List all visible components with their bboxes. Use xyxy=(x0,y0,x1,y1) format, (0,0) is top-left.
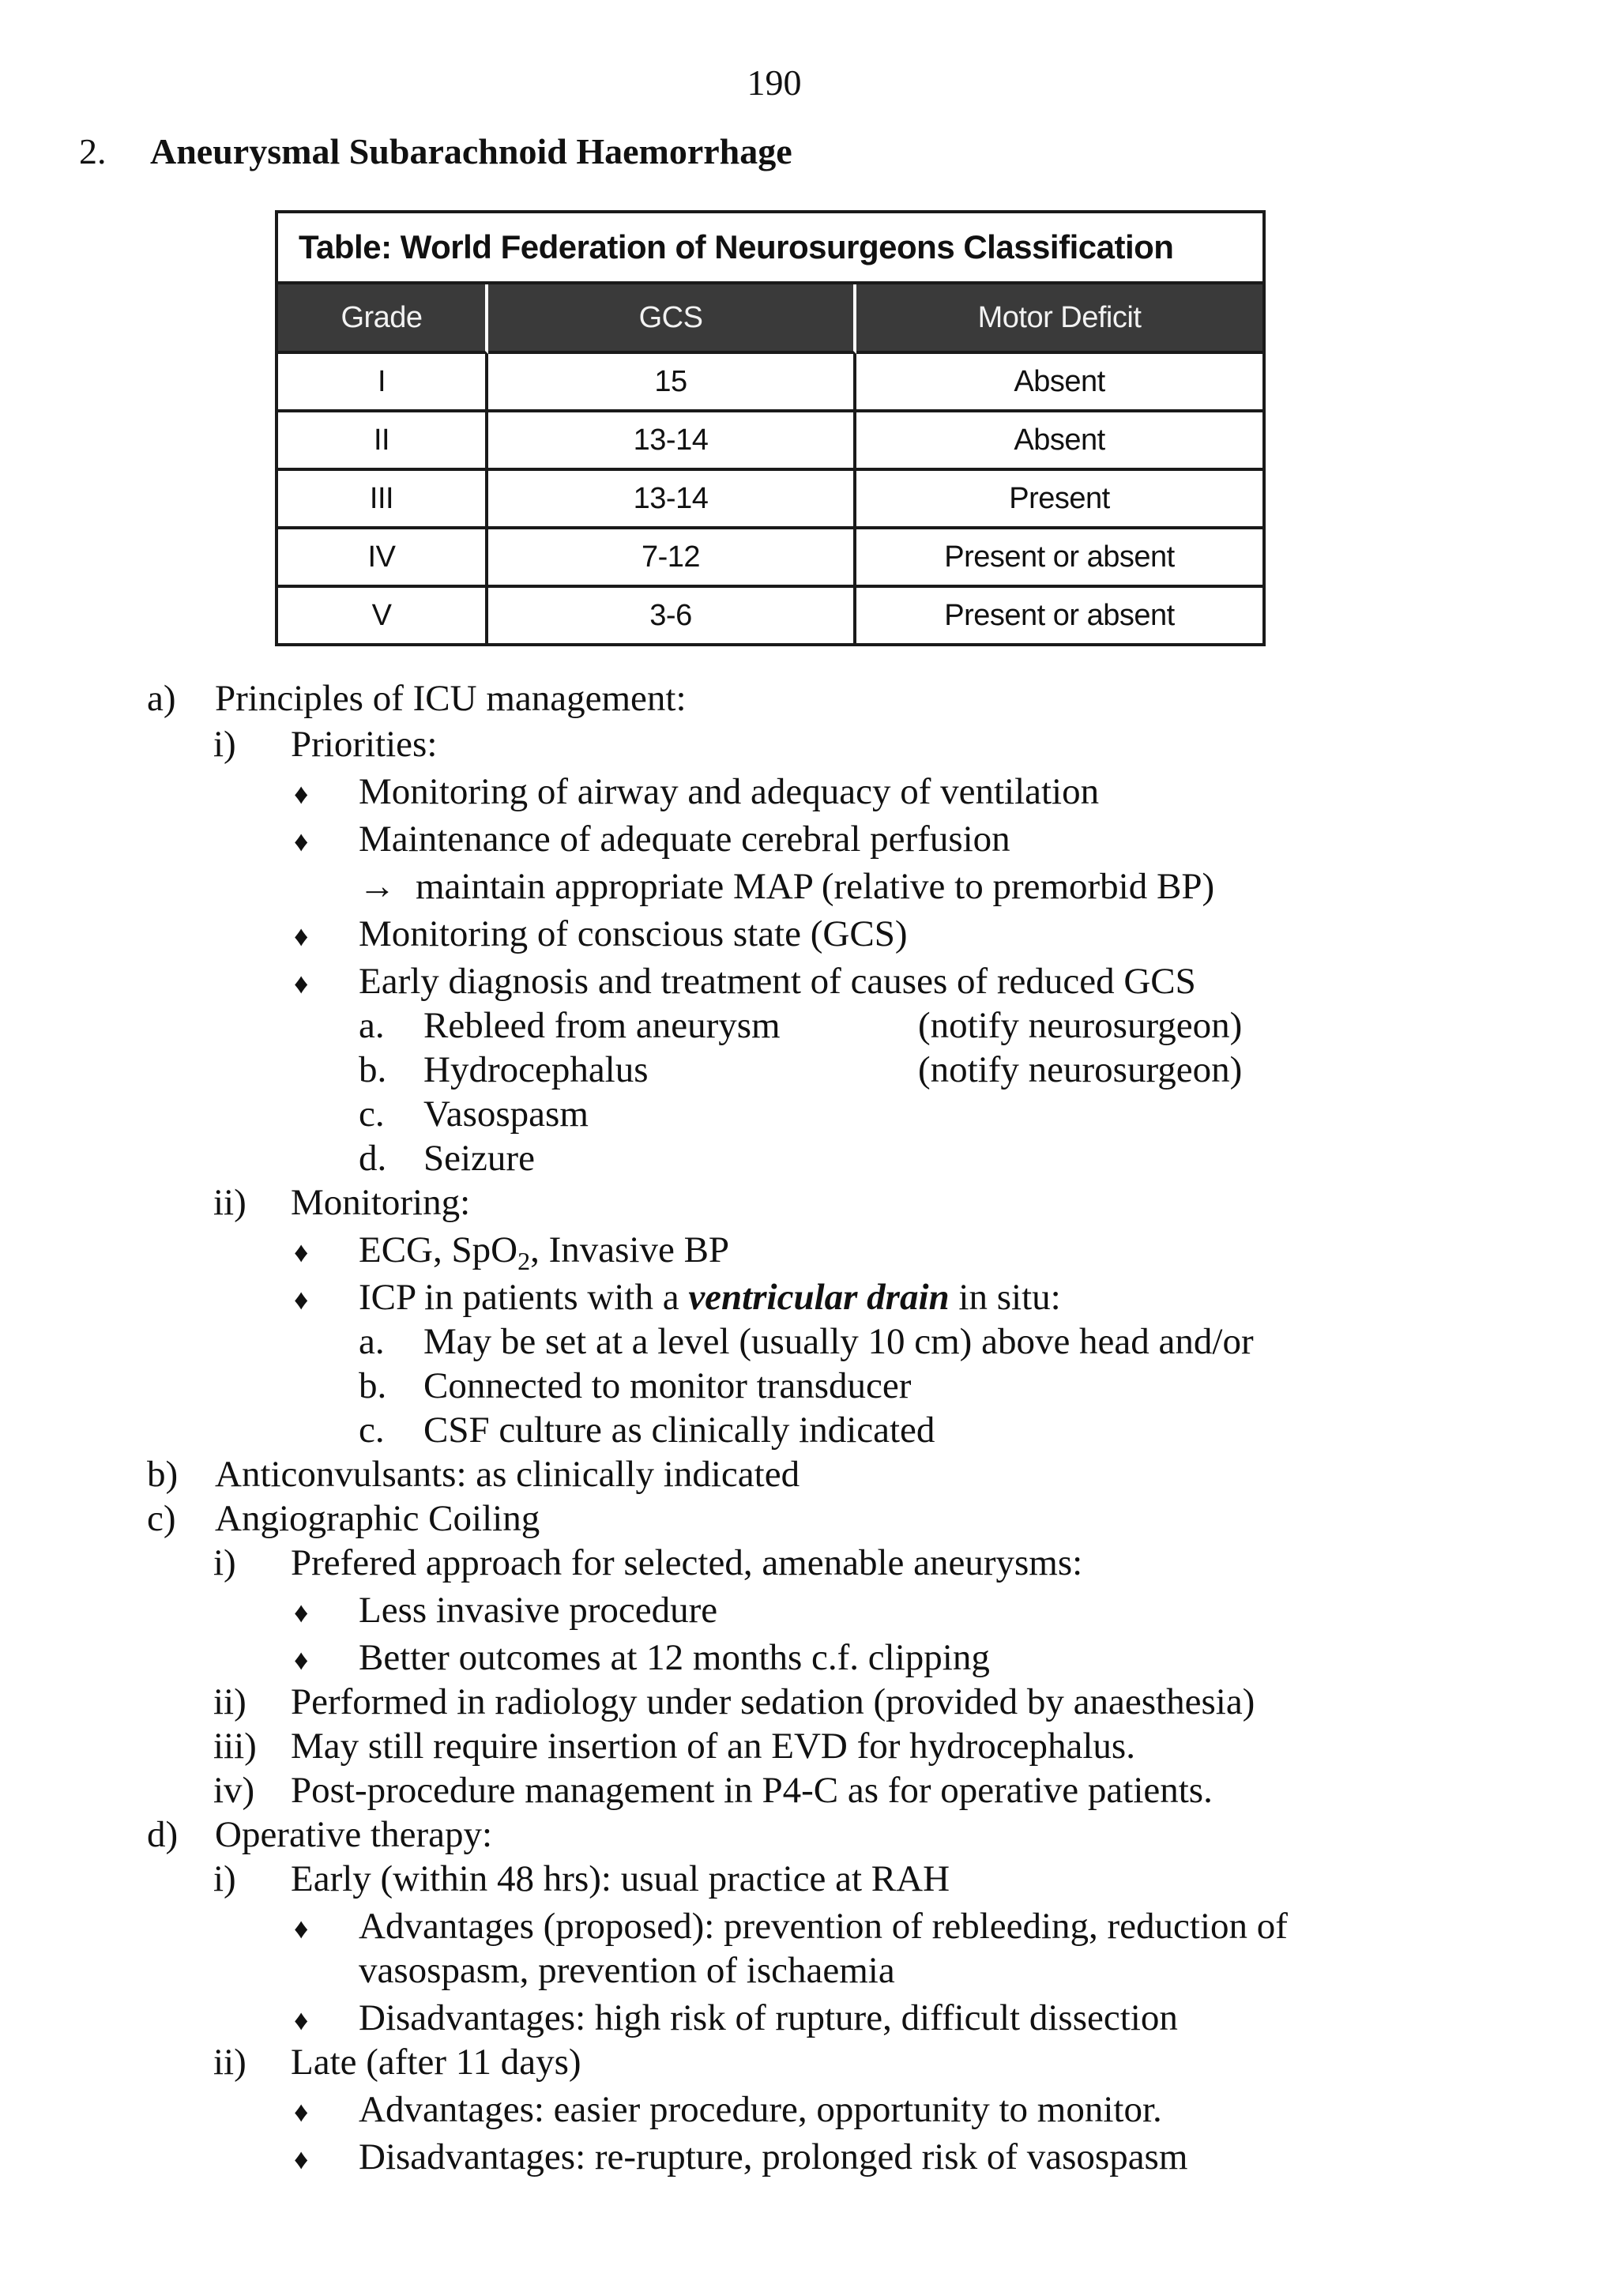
list-item: b. Connected to monitor transducer xyxy=(359,1365,912,1406)
outline-item-d-i: i) Early (within 48 hrs): usual practice at RAH xyxy=(213,1858,950,1899)
list-item: a. Rebleed from aneurysm xyxy=(359,1005,781,1046)
outline-item-c-i: i) Prefered approach for selected, amenable aneurysms: xyxy=(213,1542,1083,1583)
table-cell: Absent xyxy=(856,412,1262,471)
outline-item-c-ii: ii) Performed in radiology under sedation (provided by anaesthesia) xyxy=(213,1681,1255,1722)
diamond-bullet-icon: ♦ xyxy=(294,2144,309,2175)
table-grid xyxy=(278,284,1262,643)
table-cell: Present xyxy=(856,471,1262,529)
outline-item-a-i: i) Priorities: xyxy=(213,724,438,765)
diamond-bullet-icon: ♦ xyxy=(294,2096,309,2128)
column-header-motor-deficit: Motor Deficit xyxy=(856,284,1262,354)
section-title: Aneurysmal Subarachnoid Haemorrhage xyxy=(150,131,792,171)
table-cell: III xyxy=(278,471,488,529)
table-cell: Absent xyxy=(856,354,1262,412)
outline-item-d: d) Operative therapy: xyxy=(147,1814,493,1855)
wfns-classification-table xyxy=(275,210,1266,646)
table-cell: 13-14 xyxy=(488,471,856,529)
bullet-item: ♦ Less invasive procedure xyxy=(294,1590,718,1631)
diamond-bullet-icon: ♦ xyxy=(294,968,309,999)
table-cell: 7-12 xyxy=(488,529,856,588)
list-item: b. Hydrocephalus xyxy=(359,1049,649,1090)
section-number: 2. xyxy=(79,131,107,171)
diamond-bullet-icon: ♦ xyxy=(294,1284,309,1315)
bullet-item: ♦ Better outcomes at 12 months c.f. clipping xyxy=(294,1637,990,1678)
outline-item-c-iv: iv) Post-procedure management in P4-C as for operative patients. xyxy=(213,1770,1213,1811)
outline-item-d-ii: ii) Late (after 11 days) xyxy=(213,2042,581,2083)
diamond-bullet-icon: ♦ xyxy=(294,2004,309,2036)
table-cell: Present or absent xyxy=(856,529,1262,588)
table-title: Table: World Federation of Neurosurgeons Classification xyxy=(278,213,1262,284)
bullet-item: ♦ Disadvantages: re-rupture, prolonged risk of vasospasm xyxy=(294,2136,1188,2177)
outline-item-b: b) Anticonvulsants: as clinically indicated xyxy=(147,1454,800,1495)
outline-item-a: a) Principles of ICU management: xyxy=(147,678,687,719)
outline-item-a-ii: ii) Monitoring: xyxy=(213,1182,471,1223)
section-heading xyxy=(79,130,792,172)
list-item: d. Seizure xyxy=(359,1138,535,1179)
column-header-grade: Grade xyxy=(278,284,488,354)
outline-item-c: c) Angiographic Coiling xyxy=(147,1498,540,1539)
diamond-bullet-icon: ♦ xyxy=(294,1597,309,1628)
list-item: c. CSF culture as clinically indicated xyxy=(359,1410,935,1451)
outline-item-c-iii: iii) May still require insertion of an EVD for hydrocephalus. xyxy=(213,1726,1135,1767)
table-cell: V xyxy=(278,588,488,643)
table-cell: Present or absent xyxy=(944,599,1175,632)
table-cell: 3-6 xyxy=(488,588,856,643)
sub-arrow-item: → maintain appropriate MAP (relative to premorbid BP) xyxy=(359,866,1215,907)
list-item-note: (notify neurosurgeon) xyxy=(918,1049,1243,1090)
diamond-bullet-icon: ♦ xyxy=(294,778,309,810)
page-number: 190 xyxy=(747,62,802,103)
bullet-item: ♦ Advantages (proposed): prevention of rebleeding, reduction of xyxy=(294,1906,1288,1947)
table-cell: 15 xyxy=(488,354,856,412)
diamond-bullet-icon: ♦ xyxy=(294,1913,309,1944)
bullet-item: ♦ Monitoring of conscious state (GCS) xyxy=(294,913,908,954)
bullet-continuation: vasospasm, prevention of ischaemia xyxy=(359,1950,895,1991)
table-cell: I xyxy=(278,354,488,412)
table-cell: 13-14 xyxy=(488,412,856,471)
list-item: c. Vasospasm xyxy=(359,1093,589,1135)
table-cell: II xyxy=(278,412,488,471)
bullet-item: ♦ Monitoring of airway and adequacy of ventilation xyxy=(294,771,1100,812)
bullet-item: ♦ ECG, SpO$_2$, Invasive BP xyxy=(294,1229,730,1275)
diamond-bullet-icon: ♦ xyxy=(294,1644,309,1676)
bullet-item: ♦ Maintenance of adequate cerebral perfusion xyxy=(294,819,1010,860)
diamond-bullet-icon: ♦ xyxy=(294,920,309,952)
table-cell: IV xyxy=(278,529,488,588)
bullet-item: ♦ Advantages: easier procedure, opportunity to monitor. xyxy=(294,2089,1162,2130)
bullet-item: ♦ Disadvantages: high risk of rupture, difficult dissection xyxy=(294,1997,1178,2038)
column-header-gcs: GCS xyxy=(488,284,856,354)
bullet-item: ♦ ICP in patients with a ventricular drain in situ: xyxy=(294,1277,1061,1318)
diamond-bullet-icon: ♦ xyxy=(294,1236,309,1268)
bullet-item: ♦ Early diagnosis and treatment of causes of reduced GCS xyxy=(294,961,1196,1002)
list-item: a. May be set at a level (usually 10 cm) above head and/or xyxy=(359,1321,1254,1362)
diamond-bullet-icon: ♦ xyxy=(294,826,309,857)
right-arrow-icon: → xyxy=(359,866,396,907)
list-item-note: (notify neurosurgeon) xyxy=(918,1005,1243,1046)
